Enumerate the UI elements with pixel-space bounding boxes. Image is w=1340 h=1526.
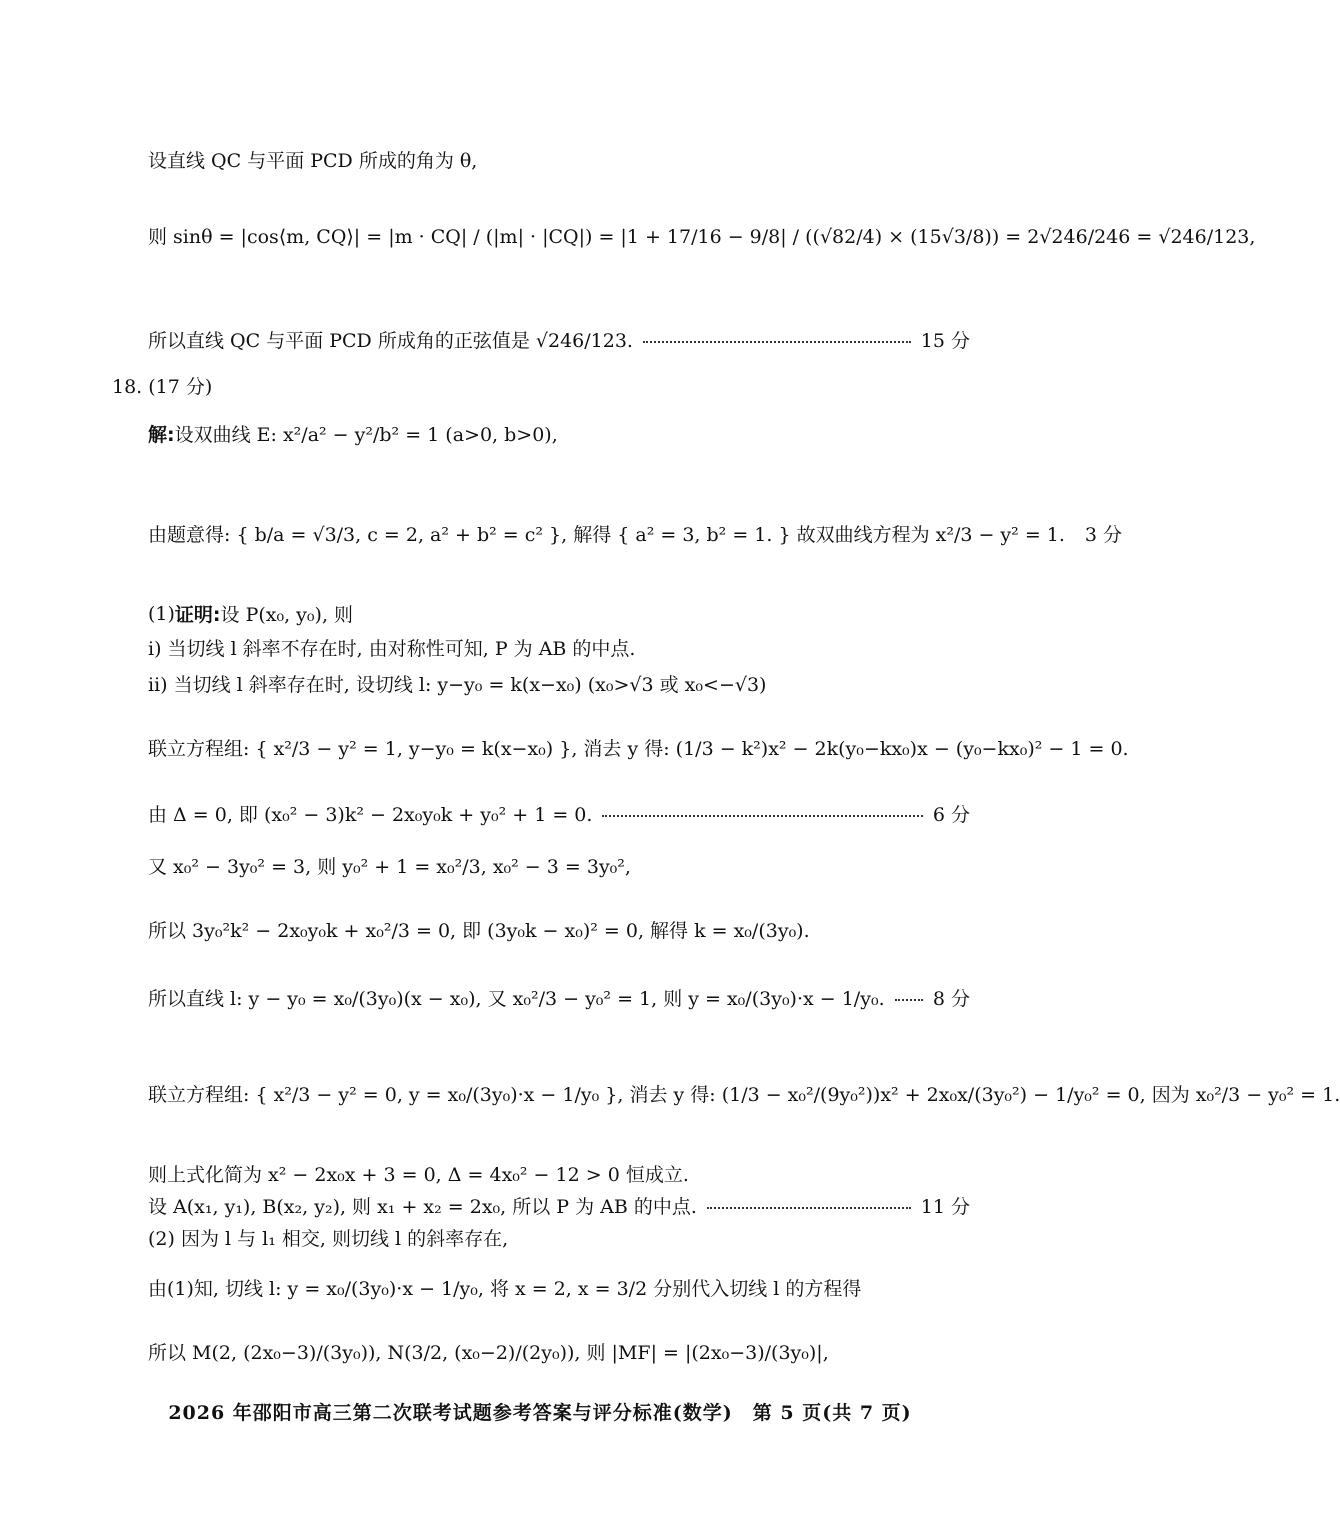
math-line: 所以 3y₀²k² − 2x₀y₀k + x₀²/3 = 0, 即 (3y₀k − x₀)² = 0, 解得 k = x₀/(3y₀). xyxy=(148,920,810,942)
dot-leader xyxy=(895,999,923,1001)
math-line: 联立方程组: { x²/3 − y² = 1, y−y₀ = k(x−x₀) }, 消去 y 得: (1/3 − k²)x² − 2k(y₀−kx₀)x − (y₀−kx₀)² − 1 = 0. xyxy=(148,738,1129,760)
text-line: ⅱ) 当切线 l 斜率存在时, 设切线 l: y−y₀ = k(x−x₀) (x₀>√3 或 x₀<−√3) xyxy=(148,674,767,696)
score-label: 3 分 xyxy=(1084,524,1123,546)
dot-leader xyxy=(643,341,911,343)
math-line: 联立方程组: { x²/3 − y² = 0, y = x₀/(3y₀)·x − 1/y₀ }, 消去 y 得: (1/3 − x₀²/(9y₀²))x² + 2x₀x/(3y₀²) − 1/y₀² = 0, 因为 x₀²/3 − y₀² = 1. xyxy=(148,1084,1340,1106)
score-label: 11 分 xyxy=(920,1196,970,1218)
score-label: 6 分 xyxy=(932,804,970,826)
text-line: 设直线 QC 与平面 PCD 所成的角为 θ, xyxy=(148,150,478,172)
math-line: 所以 M(2, (2x₀−3)/(3y₀)), N(3/2, (x₀−2)/(2y₀)), 则 |MF| = |(2x₀−3)/(3y₀)|, xyxy=(148,1342,829,1364)
dot-leader xyxy=(602,815,922,817)
math-line: 则 sinθ = |cos⟨m, CQ⟩| = |m · CQ| / (|m| · |CQ|) = |1 + 17/16 − 9/8| / ((√82/4) × (15√3/8)) = 2√246/246 = √246/123, xyxy=(148,226,1256,248)
score-line: 由题意得: { b/a = √3/3, c = 2, a² + b² = c² }, 解得 { a² = 3, b² = 1. } 故双曲线方程为 x²/3 − y² = 1. 3 分 xyxy=(148,520,970,547)
dot-leader xyxy=(707,1207,911,1209)
question-number: 18. (17 分) xyxy=(112,376,213,398)
page-footer: 2026 年邵阳市高三第二次联考试题参考答案与评分标准(数学) 第 5 页(共 7 页) xyxy=(168,1402,912,1424)
score-label: 8 分 xyxy=(932,988,970,1010)
proof-start: (1) 证明: 设 P(x₀, y₀), 则 xyxy=(148,600,970,627)
score-line: 所以直线 l: y − y₀ = x₀/(3y₀)(x − x₀), 又 x₀²/3 − y₀² = 1, 则 y = x₀/(3y₀)·x − 1/y₀. 8 分 xyxy=(148,984,970,1011)
score-line: 设 A(x₁, y₁), B(x₂, y₂), 则 x₁ + x₂ = 2x₀, 所以 P 为 AB 的中点. 11 分 xyxy=(148,1192,970,1219)
text-line: ⅰ) 当切线 l 斜率不存在时, 由对称性可知, P 为 AB 的中点. xyxy=(148,638,636,660)
solution-start: 解: 设双曲线 E: x²/a² − y²/b² = 1 (a>0, b>0), xyxy=(148,420,970,447)
text-line: (2) 因为 l 与 l₁ 相交, 则切线 l 的斜率存在, xyxy=(148,1228,509,1250)
score-line: 由 Δ = 0, 即 (x₀² − 3)k² − 2x₀y₀k + y₀² + 1 = 0. 6 分 xyxy=(148,800,970,827)
text-line: 则上式化简为 x² − 2x₀x + 3 = 0, Δ = 4x₀² − 12 > 0 恒成立. xyxy=(148,1164,689,1186)
score-line: 所以直线 QC 与平面 PCD 所成角的正弦值是 √246/123. 15 分 xyxy=(148,326,970,353)
solution-label: 解: xyxy=(148,424,175,446)
score-label: 15 分 xyxy=(920,330,970,352)
math-line: 由(1)知, 切线 l: y = x₀/(3y₀)·x − 1/y₀, 将 x = 2, x = 3/2 分别代入切线 l 的方程得 xyxy=(148,1278,862,1300)
math-line: 又 x₀² − 3y₀² = 3, 则 y₀² + 1 = x₀²/3, x₀² − 3 = 3y₀², xyxy=(148,856,631,878)
proof-label: 证明: xyxy=(174,604,221,626)
